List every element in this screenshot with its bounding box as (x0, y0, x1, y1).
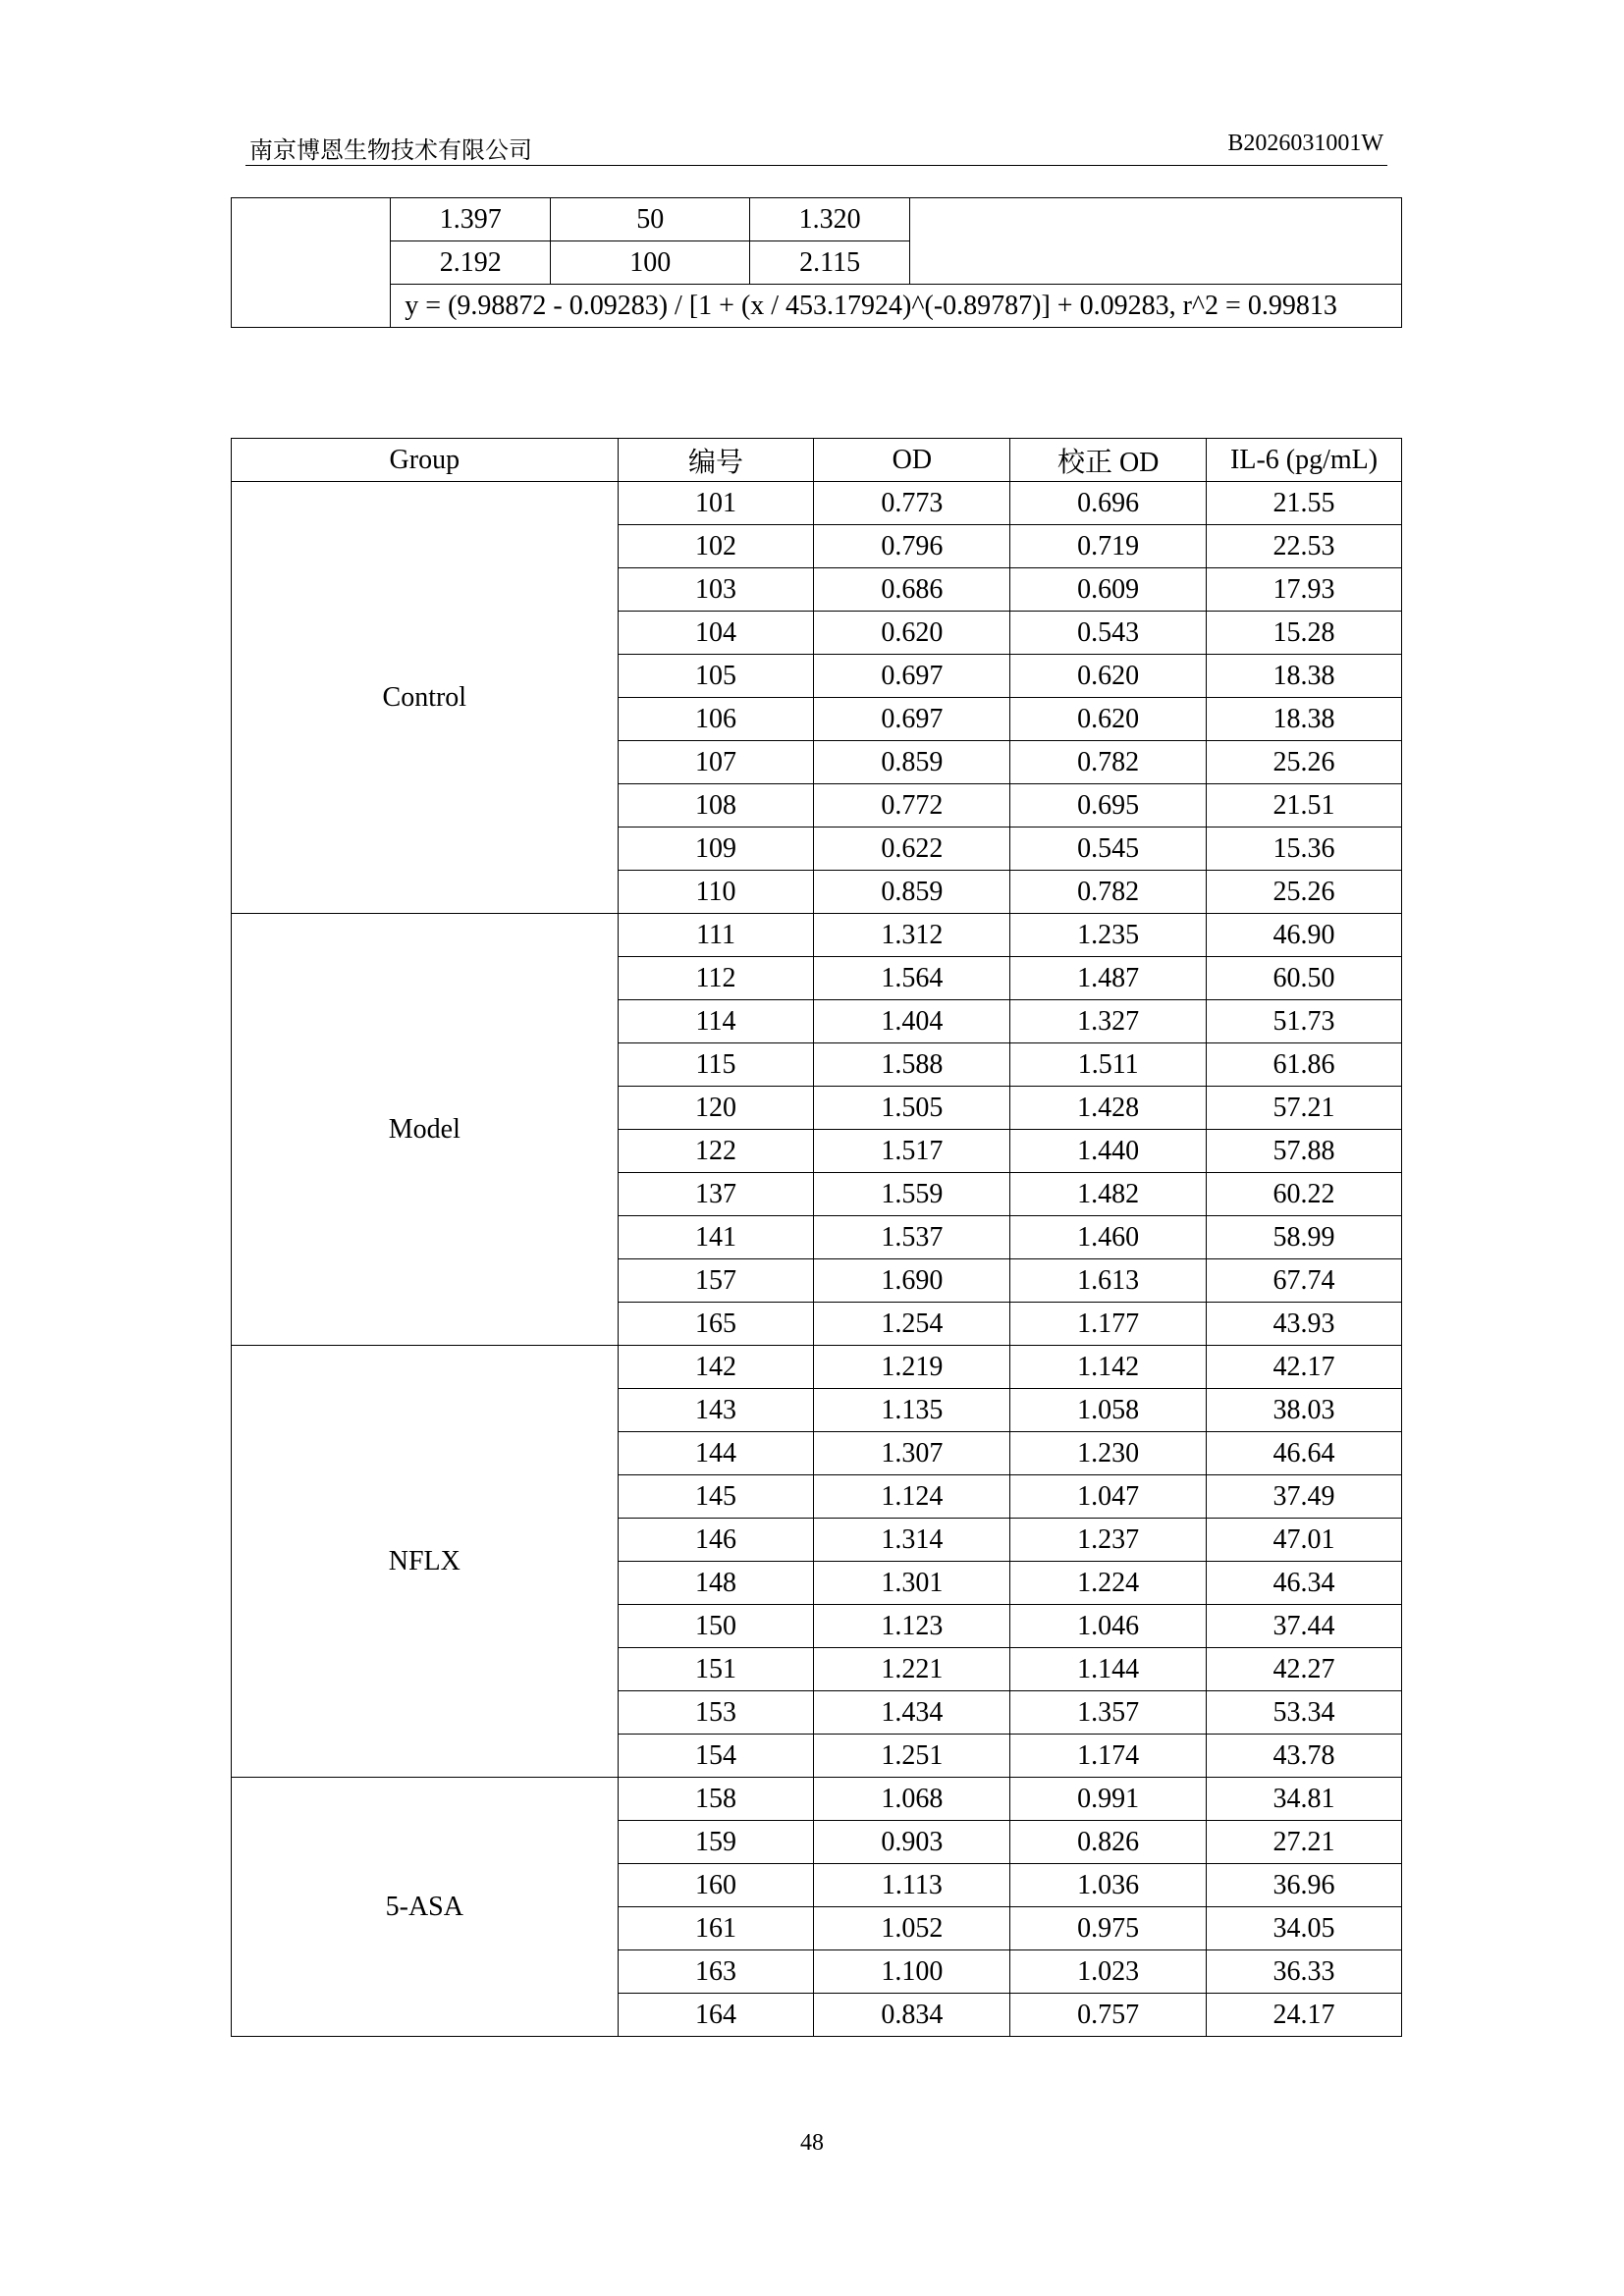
corrected-od-cell: 1.046 (1010, 1605, 1207, 1648)
od-cell: 0.834 (814, 1994, 1010, 2037)
od-cell: 1.100 (814, 1950, 1010, 1994)
corrected-od-cell: 0.695 (1010, 784, 1207, 828)
od-cell: 0.859 (814, 741, 1010, 784)
sample-id-cell: 159 (618, 1821, 814, 1864)
blank-cell (910, 198, 1402, 285)
sample-id-cell: 164 (618, 1994, 814, 2037)
sample-id-cell: 103 (618, 568, 814, 612)
corrected-od-cell: 1.142 (1010, 1346, 1207, 1389)
corrected-od-cell: 0.719 (1010, 525, 1207, 568)
sample-id-cell: 142 (618, 1346, 814, 1389)
column-header-sample-id: 编号 (618, 439, 814, 482)
od-cell: 1.690 (814, 1259, 1010, 1303)
od-cell: 1.307 (814, 1432, 1010, 1475)
table-row (232, 1346, 1402, 1389)
sample-id-cell: 101 (618, 482, 814, 525)
fit-formula: y = (9.98872 - 0.09283) / [1 + (x / 453.17924)^(-0.89787)] + 0.09283, r^2 = 0.99813 (391, 285, 1402, 328)
corrected-od-cell: 1.327 (1010, 1000, 1207, 1043)
corrected-od-cell: 1.235 (1010, 914, 1207, 957)
sample-id-cell: 153 (618, 1691, 814, 1735)
od-cell: 1.251 (814, 1735, 1010, 1778)
table-row (232, 482, 1402, 525)
corrected-od-cell: 1.047 (1010, 1475, 1207, 1519)
group-name-cell: NFLX (232, 1346, 619, 1778)
corrected-od-cell: 1.177 (1010, 1303, 1207, 1346)
il6-cell: 43.93 (1207, 1303, 1402, 1346)
sample-id-cell: 104 (618, 612, 814, 655)
corrected-od-cell: 1.460 (1010, 1216, 1207, 1259)
corrected-od-cell: 1.357 (1010, 1691, 1207, 1735)
il6-cell: 27.21 (1207, 1821, 1402, 1864)
sample-id-cell: 154 (618, 1735, 814, 1778)
sample-id-cell: 165 (618, 1303, 814, 1346)
corrected-od-cell: 1.144 (1010, 1648, 1207, 1691)
il6-cell: 37.44 (1207, 1605, 1402, 1648)
il6-cell: 43.78 (1207, 1735, 1402, 1778)
od-cell: 0.903 (814, 1821, 1010, 1864)
od-cell: 1.559 (814, 1173, 1010, 1216)
od-cell: 0.859 (814, 871, 1010, 914)
column-header-group: Group (232, 439, 619, 482)
od-cell: 1.312 (814, 914, 1010, 957)
corrected-od-cell: 0.620 (1010, 655, 1207, 698)
corrected-od-cell: 0.609 (1010, 568, 1207, 612)
il6-cell: 34.81 (1207, 1778, 1402, 1821)
corrected-od-cell: 1.428 (1010, 1087, 1207, 1130)
il6-cell: 22.53 (1207, 525, 1402, 568)
il6-cell: 25.26 (1207, 871, 1402, 914)
od-cell: 0.622 (814, 828, 1010, 871)
od-cell: 1.505 (814, 1087, 1010, 1130)
il6-cell: 34.05 (1207, 1907, 1402, 1950)
corrected-od-cell: 0.696 (1010, 482, 1207, 525)
corrected-od-cell: 1.511 (1010, 1043, 1207, 1087)
od-cell: 1.135 (814, 1389, 1010, 1432)
il6-cell: 51.73 (1207, 1000, 1402, 1043)
sample-id-cell: 112 (618, 957, 814, 1000)
sample-id-cell: 160 (618, 1864, 814, 1907)
il6-cell: 46.34 (1207, 1562, 1402, 1605)
il6-results-table (231, 438, 1402, 2037)
column-header-corrected-od: 校正 OD (1010, 439, 1207, 482)
page-header (245, 126, 1387, 166)
od-cell: 1.564 (814, 957, 1010, 1000)
od-cell: 1.434 (814, 1691, 1010, 1735)
corrected-od-cell: 0.545 (1010, 828, 1207, 871)
table-row (232, 914, 1402, 957)
od-cell: 1.314 (814, 1519, 1010, 1562)
corrected-od-cell: 1.482 (1010, 1173, 1207, 1216)
sample-id-cell: 158 (618, 1778, 814, 1821)
corrected-od-cell: 0.620 (1010, 698, 1207, 741)
table-cell: 2.115 (750, 241, 910, 285)
il6-cell: 42.17 (1207, 1346, 1402, 1389)
table-row (232, 198, 1402, 241)
table-header-row (232, 439, 1402, 482)
sample-id-cell: 111 (618, 914, 814, 957)
corrected-od-cell: 1.230 (1010, 1432, 1207, 1475)
table-cell: 50 (551, 198, 750, 241)
il6-cell: 60.22 (1207, 1173, 1402, 1216)
il6-cell: 61.86 (1207, 1043, 1402, 1087)
sample-id-cell: 163 (618, 1950, 814, 1994)
il6-cell: 58.99 (1207, 1216, 1402, 1259)
table-cell: 2.192 (391, 241, 551, 285)
sample-id-cell: 146 (618, 1519, 814, 1562)
od-cell: 0.773 (814, 482, 1010, 525)
od-cell: 1.588 (814, 1043, 1010, 1087)
sample-id-cell: 102 (618, 525, 814, 568)
od-cell: 1.219 (814, 1346, 1010, 1389)
od-cell: 1.113 (814, 1864, 1010, 1907)
corrected-od-cell: 1.237 (1010, 1519, 1207, 1562)
il6-cell: 57.21 (1207, 1087, 1402, 1130)
sample-id-cell: 161 (618, 1907, 814, 1950)
corrected-od-cell: 0.991 (1010, 1778, 1207, 1821)
od-cell: 0.620 (814, 612, 1010, 655)
od-cell: 0.686 (814, 568, 1010, 612)
table-cell: 1.320 (750, 198, 910, 241)
il6-cell: 25.26 (1207, 741, 1402, 784)
od-cell: 1.537 (814, 1216, 1010, 1259)
corrected-od-cell: 1.058 (1010, 1389, 1207, 1432)
corrected-od-cell: 0.757 (1010, 1994, 1207, 2037)
il6-cell: 60.50 (1207, 957, 1402, 1000)
il6-cell: 18.38 (1207, 698, 1402, 741)
il6-cell: 36.96 (1207, 1864, 1402, 1907)
od-cell: 1.052 (814, 1907, 1010, 1950)
page-number: 48 (800, 2130, 824, 2156)
il6-cell: 15.28 (1207, 612, 1402, 655)
od-cell: 1.124 (814, 1475, 1010, 1519)
corrected-od-cell: 1.440 (1010, 1130, 1207, 1173)
il6-cell: 47.01 (1207, 1519, 1402, 1562)
sample-id-cell: 150 (618, 1605, 814, 1648)
il6-cell: 67.74 (1207, 1259, 1402, 1303)
sample-id-cell: 114 (618, 1000, 814, 1043)
od-cell: 0.796 (814, 525, 1010, 568)
il6-cell: 38.03 (1207, 1389, 1402, 1432)
il6-cell: 42.27 (1207, 1648, 1402, 1691)
il6-cell: 37.49 (1207, 1475, 1402, 1519)
od-cell: 1.517 (814, 1130, 1010, 1173)
column-header-od: OD (814, 439, 1010, 482)
sample-id-cell: 157 (618, 1259, 814, 1303)
table-row (232, 1778, 1402, 1821)
company-name: 南京博恩生物技术有限公司 (249, 136, 532, 164)
il6-cell: 21.51 (1207, 784, 1402, 828)
od-cell: 1.068 (814, 1778, 1010, 1821)
corrected-od-cell: 1.023 (1010, 1950, 1207, 1994)
sample-id-cell: 144 (618, 1432, 814, 1475)
corrected-od-cell: 0.975 (1010, 1907, 1207, 1950)
od-cell: 1.254 (814, 1303, 1010, 1346)
il6-cell: 21.55 (1207, 482, 1402, 525)
table-row (232, 285, 1402, 328)
il6-cell: 46.64 (1207, 1432, 1402, 1475)
il6-cell: 17.93 (1207, 568, 1402, 612)
table-cell: 1.397 (391, 198, 551, 241)
group-name-cell: 5-ASA (232, 1778, 619, 2037)
sample-id-cell: 143 (618, 1389, 814, 1432)
corrected-od-cell: 0.782 (1010, 741, 1207, 784)
corrected-od-cell: 1.036 (1010, 1864, 1207, 1907)
od-cell: 1.404 (814, 1000, 1010, 1043)
il6-cell: 57.88 (1207, 1130, 1402, 1173)
od-cell: 0.772 (814, 784, 1010, 828)
od-cell: 1.301 (814, 1562, 1010, 1605)
group-name-cell: Model (232, 914, 619, 1346)
table-cell: 100 (551, 241, 750, 285)
sample-id-cell: 148 (618, 1562, 814, 1605)
report-id: B2026031001W (1227, 131, 1383, 156)
sample-id-cell: 105 (618, 655, 814, 698)
il6-cell: 46.90 (1207, 914, 1402, 957)
corrected-od-cell: 1.224 (1010, 1562, 1207, 1605)
group-name-cell: Control (232, 482, 619, 914)
il6-cell: 36.33 (1207, 1950, 1402, 1994)
sample-id-cell: 115 (618, 1043, 814, 1087)
sample-id-cell: 120 (618, 1087, 814, 1130)
il6-cell: 53.34 (1207, 1691, 1402, 1735)
sample-id-cell: 137 (618, 1173, 814, 1216)
od-cell: 0.697 (814, 655, 1010, 698)
sample-id-cell: 141 (618, 1216, 814, 1259)
standard-curve-table (231, 197, 1402, 328)
sample-id-cell: 107 (618, 741, 814, 784)
corrected-od-cell: 1.487 (1010, 957, 1207, 1000)
corrected-od-cell: 1.174 (1010, 1735, 1207, 1778)
sample-id-cell: 108 (618, 784, 814, 828)
il6-cell: 18.38 (1207, 655, 1402, 698)
corrected-od-cell: 0.782 (1010, 871, 1207, 914)
sample-id-cell: 106 (618, 698, 814, 741)
il6-cell: 15.36 (1207, 828, 1402, 871)
sample-id-cell: 109 (618, 828, 814, 871)
od-cell: 0.697 (814, 698, 1010, 741)
corrected-od-cell: 1.613 (1010, 1259, 1207, 1303)
od-cell: 1.221 (814, 1648, 1010, 1691)
blank-cell (232, 198, 391, 328)
sample-id-cell: 145 (618, 1475, 814, 1519)
od-cell: 1.123 (814, 1605, 1010, 1648)
corrected-od-cell: 0.543 (1010, 612, 1207, 655)
corrected-od-cell: 0.826 (1010, 1821, 1207, 1864)
sample-id-cell: 110 (618, 871, 814, 914)
column-header-il6: IL-6 (pg/mL) (1207, 439, 1402, 482)
sample-id-cell: 151 (618, 1648, 814, 1691)
sample-id-cell: 122 (618, 1130, 814, 1173)
il6-cell: 24.17 (1207, 1994, 1402, 2037)
